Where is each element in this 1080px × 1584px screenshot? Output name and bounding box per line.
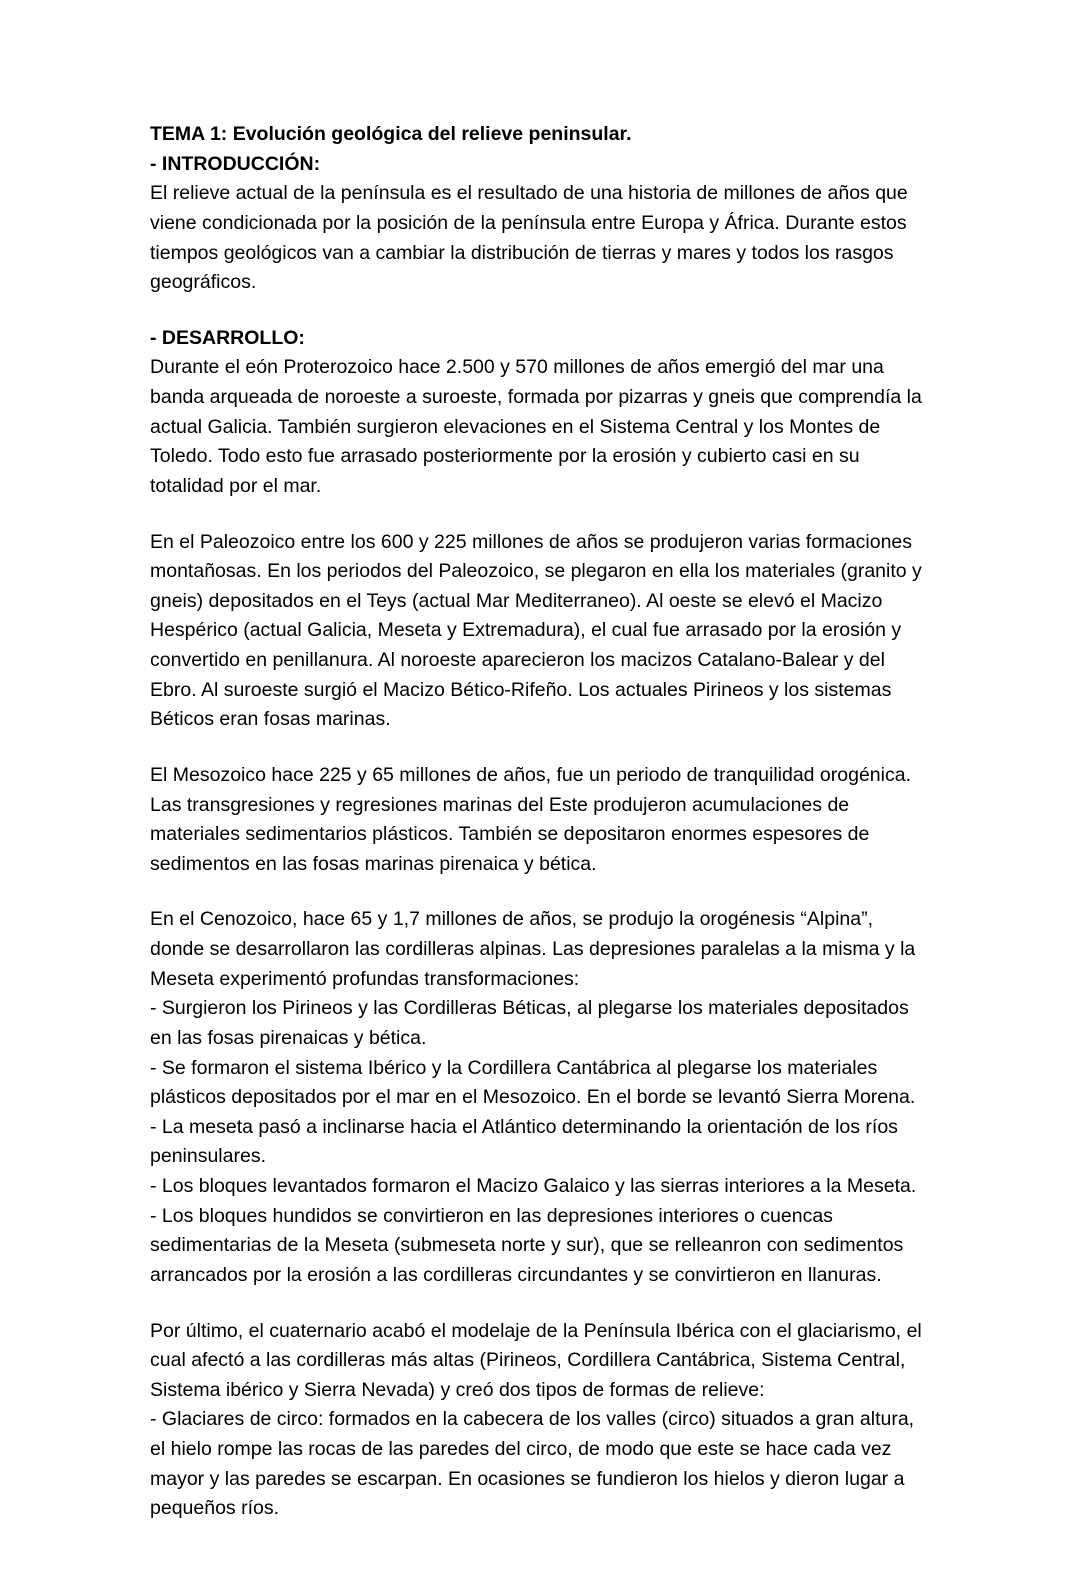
- paragraph: El Mesozoico hace 225 y 65 millones de años, fue un periodo de tranquilidad orogénica. Las transgresiones y regresiones marinas del Este produjeron acumulaciones de materiales sedimentarios plásticos. También se depositaron enormes espesores de sedimentos en las fosas marinas pirenaica y bética.: [150, 763, 911, 875]
- document-title: TEMA 1: Evolución geológica del relieve peninsular.: [150, 123, 632, 145]
- paragraph: En el Paleozoico entre los 600 y 225 millones de años se produjeron varias formaciones montañosas. En los periodos del Paleozoico, se plegaron en ella los materiales (granito y gneis) depositados en el Teys (actual Mar Mediterraneo). Al oeste se elevó el Macizo Hespérico (actual Galicia, Meseta y Extremadura), el cual fue arrasado por la erosión y convertido en penillanura. Al noroeste aparecieron los macizos Catalano-Balear y del Ebro. Al suroeste surgió el Macizo Bético-Rifeño. Los actuales Pirineos y los sistemas Béticos eran fosas marinas.: [150, 530, 922, 731]
- paragraph: Por último, el cuaternario acabó el modelaje de la Península Ibérica con el glaciarismo, el cual afectó a las cordilleras más altas (Pirineos, Cordillera Cantábrica, Sistema Central, Sistema ibérico y Sierra Nevada) y creó dos tipos de formas de relieve: - Glaciares de circo: formados en la cabecera de los valles (circo) situados a gran altura, el hielo rompe las rocas de las paredes del circo, de modo que este se hace cada vez mayor y las paredes se escarpan. En ocasiones se fundieron los hielos y dieron lugar a pequeños ríos.: [150, 1319, 922, 1520]
- paragraph: El relieve actual de la península es el resultado de una historia de millones de años que viene condicionada por la posición de la península entre Europa y África. Durante estos tiempos geológicos van a cambiar la distribución de tierras y mares y todos los rasgos geográficos.: [150, 182, 908, 294]
- paragraph: En el Cenozoico, hace 65 y 1,7 millones de años, se produjo la orogénesis “Alpina”, donde se desarrollaron las cordilleras alpinas. Las depresiones paralelas a la misma y la Meseta experimentó profundas transformaciones: - Surgieron los Pirineos y las Cordilleras Béticas, al plegarse los materiales depositados en las fosas pirenaicas y bética. - Se formaron el sistema Ibérico y la Cordillera Cantábrica al plegarse los materiales plásticos depositados por el mar en el Mesozoico. En el borde se levantó Sierra Morena. - La meseta pasó a inclinarse hacia el Atlántico determinando la orientación de los ríos peninsulares. - Los bloques levantados formaron el Macizo Galaico y las sierras interiores a la Meseta. - Los bloques hundidos se convirtieron en las depresiones interiores o cuencas sedimentarias de la Meseta (submeseta norte y sur), que se relleanron con sedimentos arrancados por la erosión a las cordilleras circundantes y se convirtieron en llanuras.: [150, 908, 917, 1286]
- section-heading-introduccion: - INTRODUCCIÓN:: [150, 152, 321, 175]
- paragraph-spacer: [150, 502, 932, 528]
- paragraph-spacer: [150, 879, 932, 905]
- paragraph-spacer: [150, 298, 932, 324]
- paragraph: Durante el eón Proterozoico hace 2.500 y 570 millones de años emergió del mar una banda arqueada de noroeste a suroeste, formada por pizarras y gneis que comprendía la actual Galicia. También surgieron elevaciones en el Sistema Central y los Montes de Toledo. Todo esto fue arrasado posteriormente por la erosión y cubierto casi en su totalidad por el mar.: [150, 356, 922, 497]
- paragraph-spacer: [150, 735, 932, 761]
- section-heading-desarrollo: - DESARROLLO:: [150, 326, 305, 349]
- paragraph-spacer: [150, 1291, 932, 1317]
- document-body: [150, 120, 932, 1524]
